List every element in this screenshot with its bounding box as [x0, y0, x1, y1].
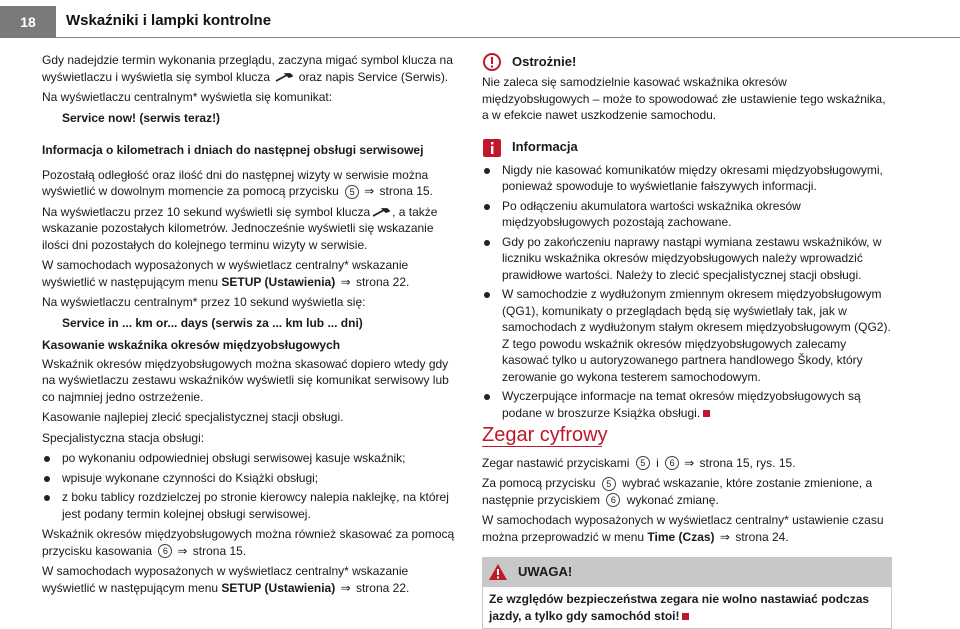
intro-paragraph: Gdy nadejdzie termin wykonania przeglądu, zaczyna migać symbol klucza na wyświetlaczu i wyświetla się symbol klucza oraz napis Service (Serwis).	[42, 53, 453, 84]
list-item: po wykonaniu odpowiedniej obsługi serwisowej kasuje wskaźnik;	[42, 450, 462, 467]
info-central-display-paragraph: W samochodach wyposażonych w wyświetlacz centralny* wskazanie wyświetlić w następującym menu SETUP (Ustawienia) ⇒ strona 22.	[42, 258, 410, 289]
wrench-icon	[275, 73, 293, 82]
warning-header	[482, 557, 892, 587]
caution-title: Ostrożnie!	[512, 53, 577, 69]
warning-title: UWAGA!	[518, 563, 573, 579]
warning-triangle-icon	[488, 562, 508, 582]
reset-paragraph-5: W samochodach wyposażonych w wyświetlacz centralny* wskazanie wyświetlić w następującym menu SETUP (Ustawienia) ⇒ strona 22.	[42, 564, 410, 595]
clock-paragraph-2: Za pomocą przycisku 5 wybrać wskazanie, które zostanie zmienione, a następnie przyciskiem 6 wykonać zmianę.	[482, 476, 873, 507]
reset-paragraph-4: Wskaźnik okresów międzyobsługowych można również skasować za pomocą przycisku kasowania 6 ⇒ strona 15.	[42, 527, 455, 558]
left-column	[42, 52, 462, 600]
list-item: Gdy po zakończeniu naprawy nastąpi wymiana zestawu wskaźników, w liczniku wskaźnika okresów międzyobsługowych należy wprowadzić prawidłowe wartości. Należy to zlecić specjalistycznej stacji obsługi.	[482, 234, 892, 284]
arrow-icon: ⇒	[684, 455, 695, 470]
info-central-10s-paragraph: Na wyświetlaczu centralnym* przez 10 sekund wyświetla się:	[42, 295, 366, 309]
arrow-icon: ⇒	[364, 184, 375, 198]
page-header	[0, 0, 960, 40]
intro-paragraph-2: Na wyświetlaczu centralnym* wyświetla się komunikat:	[42, 90, 333, 104]
arrow-icon: ⇒	[340, 274, 351, 289]
end-marker	[682, 613, 689, 620]
info-km-paragraph: Pozostałą odległość oraz ilość dni do następnej wizyty w serwisie można wyświetlić w dowolnym momencie za pomocą przycisku 5 ⇒ strona 15.	[42, 167, 433, 198]
info-bullet-list	[482, 162, 892, 422]
list-item: wpisuje wykonane czynności do Książki obsługi;	[42, 470, 462, 487]
info-km-heading: Informacja o kilometrach i dniach do następnej obsługi serwisowej	[42, 143, 424, 157]
service-in-message: Service in ... km or... days (serwis za ... km lub ... dni)	[62, 315, 363, 330]
button-6-ref: 6	[665, 456, 679, 470]
button-5-ref: 5	[636, 456, 650, 470]
caution-box	[482, 52, 892, 124]
info-display-paragraph: Na wyświetlaczu przez 10 sekund wyświetli się symbol klucza , a także wskazanie pozostałych kilometrów. Jednocześnie wyświetli się wskazanie ilości dni pozostałych do kolejnego terminu wizyty w serwisie.	[42, 204, 438, 252]
reset-paragraph-1: Wskaźnik okresów międzyobsługowych można skasować dopiero wtedy gdy na wyświetlaczu zestawu wskaźników wyświetli się komunikat serwisowy lub co najmniej jedno ostrzeżenie.	[42, 356, 449, 404]
warning-box	[482, 557, 892, 629]
service-now-message: Service now! (serwis teraz!)	[62, 110, 221, 125]
list-item: Po odłączeniu akumulatora wartości wskaźnika okresów międzyobsługowych pozostają zachowane.	[482, 198, 892, 231]
button-5-ref: 5	[345, 185, 359, 199]
warning-body: Ze względów bezpieczeństwa zegara nie wolno nastawiać podczas jazdy, a tylko gdy samochód stoi!	[482, 587, 892, 629]
button-6-ref: 6	[606, 493, 620, 507]
page-title: Wskaźniki i lampki kontrolne	[66, 12, 272, 29]
caution-text: Nie zaleca się samodzielnie kasować wskaźnika okresów międzyobsługowych – może to spowodować złe ustawienie tego wskaźnika, a w efekcie nawet uszkodzenie samochodu.	[482, 75, 886, 122]
list-item: W samochodzie z wydłużonym zmiennym okresem międzyobsługowym (QG1), komunikaty o przeglądach będą się wyświetlały tak, jak w samochodach z wydłużonym stałym okresem międzyobsługowym (QG2). Z tego powodu wskaźnik okresów międzyobsługowych zalecamy kasować tylko u autoryzowanego partnera handlowego Škody, który zerowanie go wykona testerem samochodowym.	[482, 286, 892, 385]
arrow-icon: ⇒	[177, 543, 188, 558]
page-number: 18	[0, 6, 56, 38]
list-item: Nigdy nie kasować komunikatów między okresami międzyobsługowymi, ponieważ spowoduje to wyświetlanie fałszywych informacji.	[482, 162, 892, 195]
button-6-ref: 6	[158, 544, 172, 558]
header-rule	[56, 37, 960, 38]
end-marker	[703, 410, 710, 417]
arrow-icon: ⇒	[719, 529, 730, 544]
reset-paragraph-2: Kasowanie najlepiej zlecić specjalistycznej stacji obsługi.	[42, 410, 344, 424]
reset-bullet-list	[42, 450, 462, 522]
clock-heading: Zegar cyfrowy	[482, 424, 608, 446]
info-icon	[482, 138, 502, 158]
button-5-ref: 5	[602, 477, 616, 491]
list-item: Wyczerpujące informacje na temat okresów międzyobsługowych są podane w broszurze Książka obsługi.	[482, 388, 892, 421]
clock-paragraph-1: Zegar nastawić przyciskami 5 i 6 ⇒ strona 15, rys. 15.	[482, 455, 796, 470]
wrench-icon	[372, 208, 390, 217]
reset-paragraph-3: Specjalistyczna stacja obsługi:	[42, 430, 205, 445]
info-title: Informacja	[512, 139, 578, 155]
clock-paragraph-3: W samochodach wyposażonych w wyświetlacz centralny* ustawienie czasu można przeprowadzić w menu Time (Czas) ⇒ strona 24.	[482, 513, 884, 544]
reset-heading: Kasowanie wskaźnika okresów międzyobsługowych	[42, 338, 341, 352]
exclamation-circle-icon	[482, 52, 502, 72]
list-item: z boku tablicy rozdzielczej po stronie kierowcy nalepia naklejkę, na której jest podany termin kolejnej obsługi serwisowej.	[42, 489, 462, 522]
info-box	[482, 138, 892, 422]
arrow-icon: ⇒	[340, 580, 351, 595]
right-column	[482, 52, 892, 629]
